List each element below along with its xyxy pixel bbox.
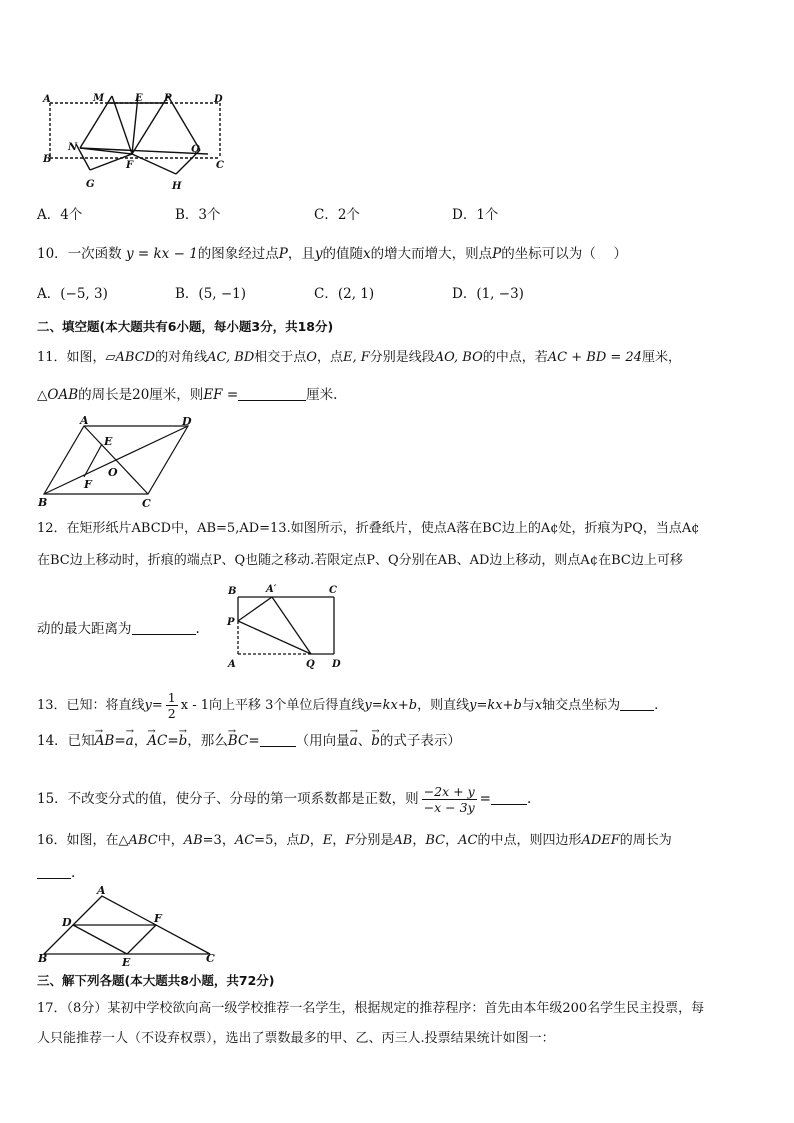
fig12-label: D	[332, 659, 341, 670]
fig12-segment-pa	[238, 597, 272, 621]
section-3-heading: 三、解下列各题(本大题共8小题，共72分)	[37, 973, 275, 988]
fig11-label: B	[38, 496, 48, 509]
answer-blank[interactable]	[260, 732, 296, 747]
fig11-segment-ef	[84, 444, 102, 477]
figure-q16	[36, 884, 218, 968]
fig16-label: A	[97, 884, 106, 897]
fig11-label: E	[104, 435, 113, 448]
fig12-label: C	[329, 585, 337, 596]
q10-option-d: D．(1, −3)	[452, 286, 524, 302]
fig11-diagonal-bd	[44, 426, 188, 494]
q10-option-a: A．(−5, 3)	[37, 286, 108, 302]
fig9-line-mf	[112, 96, 132, 154]
question-11-line-1: 11．如图，▱ABCD的对角线AC, BD相交于点O，点E, F分别是线段AO, BO的中点，若AC + BD = 24厘米，	[37, 350, 681, 365]
fig9-label: H	[172, 181, 182, 192]
fraction-expression: $\frac{-2x + y}{-x - 3y}$	[423, 784, 475, 815]
fig9-label: M	[93, 93, 105, 104]
q10-option-c: C．(2, 1)	[314, 286, 375, 302]
fig9-label: N	[68, 142, 78, 153]
fig11-label: O	[108, 466, 118, 479]
answer-blank[interactable]	[620, 696, 654, 711]
fig9-label: G	[86, 179, 95, 190]
fig16-segment-de	[73, 925, 127, 954]
fig11-label: D	[182, 415, 192, 428]
fig12-label: A′	[266, 584, 277, 595]
fig12-label: B	[228, 586, 237, 597]
answer-blank[interactable]	[238, 386, 306, 401]
fig9-label: F	[126, 160, 134, 171]
q9-option-c: C．2个	[314, 207, 360, 223]
question-17-line-2: 人只能推荐一人（不设弃权票），选出了票数最多的甲、乙、丙三人.投票结果统计如图一：	[37, 1031, 555, 1046]
section-2-heading: 二、填空题(本大题共有6小题，每小题3分，共18分)	[37, 319, 334, 334]
fig9-line-fh	[132, 154, 176, 174]
question-16-line-1: 16．如图，在△ABC中，AB=3，AC=5，点D，E，F分别是AB，BC，AC的中点，则四边形ADEF的周长为	[37, 833, 672, 848]
question-12-line-3: 动的最大距离为 .	[37, 621, 200, 637]
fig9-label: B	[43, 154, 52, 165]
q9-option-d: D．1个	[452, 207, 499, 223]
question-14: 14．已知→ AB=→ a，→ AC=→ b，那么→ BC= （用向量→ a、→ b的式子表示）	[37, 732, 461, 750]
fig9-line-pq	[168, 96, 200, 150]
figure-q9	[40, 88, 240, 193]
fig9-label: E	[135, 93, 143, 104]
answer-blank[interactable]	[37, 864, 71, 879]
question-12-line-1: 12．在矩形纸片ABCD中，AB=5,AD=13.如图所示，折叠纸片，使点A落在BC边上的A¢处，折痕为PQ，当点A¢	[37, 521, 700, 536]
answer-blank[interactable]	[491, 790, 527, 805]
fig16-label: E	[122, 956, 131, 968]
fig9-label: D	[214, 94, 223, 105]
answer-blank[interactable]	[132, 620, 196, 635]
question-12-line-2: 在BC边上移动时，折痕的端点P、Q也随之移动.若限定点P、Q分别在AB、AD边上移动，则点A¢在BC边上可移	[37, 553, 683, 568]
fig16-segment-ef	[127, 925, 156, 954]
fig11-label: A	[80, 414, 89, 427]
fig11-label: F	[84, 478, 92, 491]
fig16-label: C	[206, 952, 215, 965]
fig12-label: A	[228, 659, 236, 670]
question-16-line-2: .	[37, 864, 75, 882]
question-15: 15．不改变分式的值，使分子、分母的第一项系数都是正数，则 $\frac{-2x + y}{-x - 3y}$ = .	[37, 784, 532, 815]
fig9-label: A	[43, 94, 51, 105]
q10-option-b: B．(5, −1)	[175, 286, 247, 302]
fig9-label: C	[216, 160, 224, 171]
figure-q11	[36, 414, 206, 510]
fig12-label: P	[227, 617, 235, 628]
fraction-one-half: $\frac{1}{2}$	[167, 690, 176, 721]
question-17-line-1: 17．（8分）某初中学校欲向高一级学校推荐一名学生，根据规定的推荐程序：首先由本年级200名学生民主投票，每	[37, 1001, 705, 1016]
fig16-label: D	[62, 916, 72, 929]
fig16-label: F	[154, 912, 162, 925]
q9-option-a: A．4个	[37, 207, 83, 223]
figure-q12	[224, 581, 348, 671]
question-10: 10．一次函数 y = kx − 1的图象经过点P，且y的值随x的增大而增大，则点P的坐标可以为（ ）	[37, 246, 628, 262]
fig12-label: Q	[306, 659, 315, 670]
question-11-line-2: △OAB的周长是20厘米，则EF = 厘米.	[37, 387, 338, 403]
fig9-label: Q	[191, 144, 200, 155]
fig16-label: B	[38, 952, 48, 965]
question-13: 13．已知：将直线y= $\frac{1}{2}$ x - 1向上平移 3个单位后得直线y=kx+b，则直线y=kx+b与x轴交点坐标为 .	[37, 690, 659, 721]
fig9-label: P	[164, 93, 172, 104]
fig11-label: C	[142, 497, 151, 510]
fig9-line-nq	[80, 148, 208, 154]
q9-option-b: B．3个	[175, 207, 221, 223]
